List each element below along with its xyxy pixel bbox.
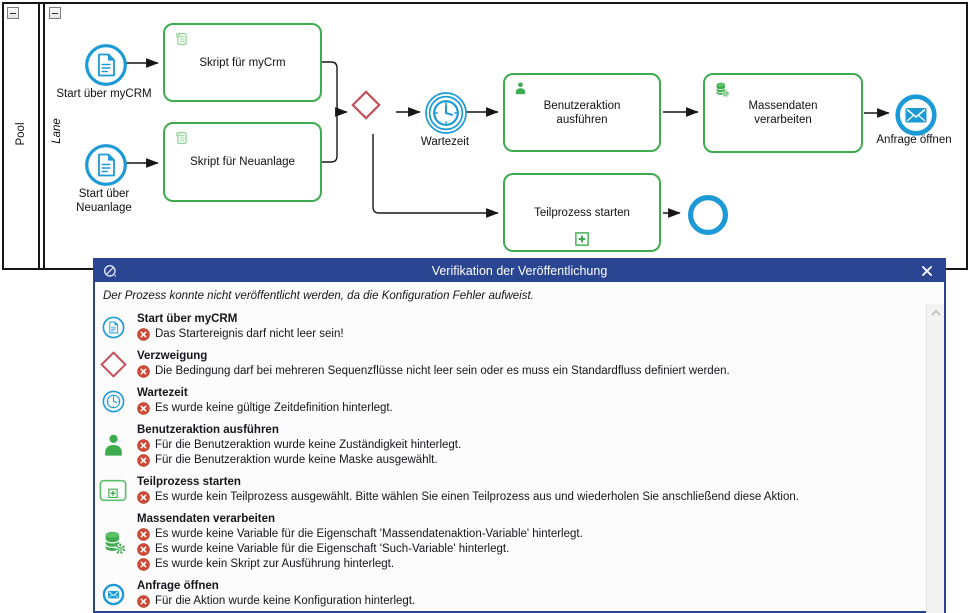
dialog-scrollbar[interactable]: [926, 304, 944, 613]
error-icon: [137, 328, 150, 341]
error-row: [137, 594, 914, 609]
dialog-title: Verifikation der Veröffentlichung: [431, 264, 608, 278]
error-text: Für die Aktion wurde keine Konfiguration hinterlegt.: [155, 595, 416, 607]
message-end-event[interactable]: [898, 97, 935, 134]
error-row: [137, 438, 914, 453]
verification-dialog: [93, 258, 946, 613]
task-skript-mycrm[interactable]: [163, 23, 322, 102]
error-text: Für die Benutzeraktion wurde keine Zuständigkeit hinterlegt.: [155, 439, 462, 451]
section-title: Teilprozess starten: [137, 476, 241, 488]
error-row: [137, 401, 914, 416]
error-text: Für die Benutzeraktion wurde keine Maske ausgewählt.: [155, 454, 438, 466]
verification-section: [99, 512, 914, 572]
section-title: Anfrage öffnen: [137, 580, 219, 592]
error-icon: [137, 543, 150, 556]
section-title: Benutzeraktion ausführen: [137, 424, 279, 436]
timer-event[interactable]: [426, 93, 466, 133]
subprocess-icon: [99, 475, 127, 505]
section-title: Massendaten verarbeiten: [137, 513, 276, 525]
error-text: Es wurde keine gültige Zeitdefinition hinterlegt.: [155, 402, 393, 414]
pool-label: Pool: [15, 122, 27, 146]
verification-section: [99, 349, 914, 379]
end-event[interactable]: [691, 198, 726, 233]
error-text: Es wurde kein Skript zur Ausführung hinterlegt.: [155, 558, 395, 570]
task-label: Benutzeraktion ausführen: [543, 99, 621, 126]
section-title: Verzweigung: [137, 350, 208, 362]
task-label: Skript für Neuanlage: [190, 156, 295, 168]
database-gear-icon: [713, 81, 730, 98]
task-teilprozess[interactable]: [503, 173, 661, 252]
error-icon: [137, 595, 150, 608]
error-row: [137, 364, 914, 379]
start-event-mycrm[interactable]: [87, 46, 126, 85]
error-text: Es wurde keine Variable für die Eigenschaft 'Such-Variable' hinterlegt.: [155, 543, 510, 555]
dialog-intro-text: Der Prozess konnte nicht veröffentlicht werden, da die Konfiguration Fehler aufweist.: [103, 290, 534, 302]
verification-section: [99, 386, 914, 416]
subprocess-plus-icon: [575, 232, 589, 246]
error-text: Es wurde keine Variable für die Eigenschaft 'Massendatenaktion-Variable' hinterlegt.: [155, 528, 583, 540]
error-row: [137, 490, 914, 505]
dialog-titlebar[interactable]: [95, 260, 944, 282]
error-row: [137, 453, 914, 468]
start-event-neuanlage[interactable]: [87, 146, 126, 185]
task-massendaten[interactable]: [703, 73, 863, 153]
section-title: Wartezeit: [137, 387, 188, 399]
error-icon: [137, 402, 150, 415]
exclusive-gateway[interactable]: [353, 92, 379, 118]
error-icon: [137, 528, 150, 541]
error-icon: [137, 558, 150, 571]
event-label: Wartezeit: [420, 136, 470, 148]
section-title: Start über myCRM: [137, 313, 238, 325]
verification-section: [99, 475, 914, 505]
error-text: Die Bedingung darf bei mehreren Sequenzflüsse nicht leer sein oder es muss ein Standardfluss definiert werden.: [155, 365, 730, 377]
script-icon: [173, 31, 189, 47]
event-label: Anfrage öffnen: [876, 134, 952, 146]
error-icon: [137, 439, 150, 452]
database-gear-icon: [99, 512, 127, 572]
verification-section: [99, 579, 914, 609]
task-label: Skript für myCrm: [199, 56, 286, 69]
error-icon: [137, 454, 150, 467]
close-icon[interactable]: [920, 264, 934, 278]
user-icon: [513, 81, 528, 96]
error-icon: [137, 491, 150, 504]
timer-icon: [99, 386, 127, 416]
error-row: [137, 557, 914, 572]
task-label: Teilprozess starten: [534, 206, 630, 219]
error-icon: [137, 365, 150, 378]
error-text: Das Startereignis darf nicht leer sein!: [155, 328, 344, 340]
task-skript-neuanlage[interactable]: [163, 122, 322, 202]
process-canvas[interactable]: [0, 0, 978, 280]
error-row: [137, 527, 914, 542]
start-event-icon: [99, 312, 127, 342]
lane-label: Lane: [51, 118, 63, 144]
task-label: Massendaten verarbeiten: [748, 100, 818, 126]
message-event-icon: [99, 579, 127, 609]
task-benutzeraktion[interactable]: [503, 73, 661, 152]
dialog-body: [95, 282, 944, 613]
event-label: Start über myCRM: [56, 88, 152, 100]
gateway-icon: [99, 349, 127, 379]
error-row: [137, 327, 914, 342]
scroll-up-icon[interactable]: [927, 304, 944, 321]
verification-section: [99, 423, 914, 468]
user-icon: [99, 423, 127, 468]
verification-section: [99, 312, 914, 342]
script-icon: [173, 130, 189, 146]
event-label: Start über Neuanlage: [76, 188, 132, 214]
error-text: Es wurde kein Teilprozess ausgewählt. Bitte wählen Sie einen Teilprozess aus und wiederholen Sie anschließend diese Aktion.: [155, 491, 799, 503]
error-row: [137, 542, 914, 557]
